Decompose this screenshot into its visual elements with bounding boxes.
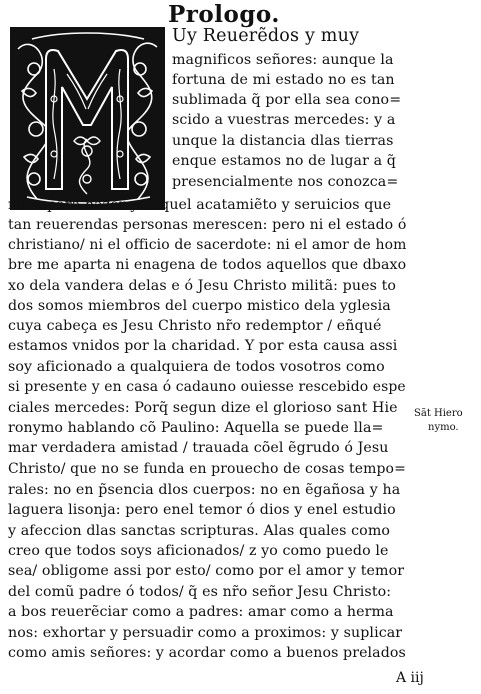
text-line: fortuna de mi estado no es tan	[172, 72, 395, 88]
signature-mark: A iij	[396, 670, 424, 686]
text-line: sea/ obligome assi por esto/ como por el amor y temor	[8, 563, 405, 579]
text-line: Uy Reuerẽdos y muy	[172, 26, 360, 46]
text-line: magnificos señores: aunque la	[172, 52, 394, 68]
text-line: rales: no en p̃sencia dlos cuerpos: no en ẽgañosa y ha	[8, 482, 401, 498]
text-line: sublimada q̃ por ella sea cono=	[172, 92, 402, 108]
text-line: mar verdadera amistad / trauada cõel ẽgrudo ó Jesu	[8, 440, 389, 456]
text-line: como amis señores: y acordar como a buenos prelados	[8, 645, 406, 661]
text-line: mos: para hazer yo aquel acatamiẽto y seruicios que	[8, 197, 392, 213]
text-line: laguera lisonja: pero enel temor ó dios y enel estudio	[8, 502, 396, 518]
text-line: ronymo hablando cõ Paulino: Aquella se puede lla=	[8, 420, 384, 436]
text-line: tan reuerendas personas merescen: pero ni el estado ó	[8, 217, 407, 233]
text-line: christiano/ ni el officio de sacerdote: ni el amor de hom	[8, 237, 407, 253]
text-line: y afeccion dlas sanctas scripturas. Alas quales como	[8, 523, 391, 539]
text-line: Christo/ que no se funda en prouecho de cosas tempo=	[8, 461, 406, 477]
margin-note-line: nymo.	[428, 422, 459, 433]
text-line: creo que todos soys aficionados/ z yo como puedo le	[8, 543, 389, 559]
margin-note-line: Sãt Hiero	[414, 408, 463, 419]
text-line: nos: exhortar y persuadir como a proximos: y suplicar	[8, 625, 403, 641]
text-line: dos somos miembros del cuerpo mistico dela yglesia	[8, 298, 391, 314]
text-line: xo dela vandera delas e ó Jesu Christo militã: pues to	[8, 278, 397, 294]
page-title: Prologo.	[168, 1, 280, 28]
text-line: a bos reuerẽciar como a padres: amar como a herma	[8, 604, 394, 620]
text-line: scido a vuestras mercedes: y a	[172, 112, 396, 128]
text-line: presencialmente nos conozca=	[172, 174, 399, 190]
text-line: unque la distancia dlas tierras	[172, 133, 394, 149]
text-line: cuya cabeça es Jesu Christo nr̃o redemptor / eñqué	[8, 318, 382, 334]
decorated-initial-letter	[10, 27, 165, 210]
ornamental-letter-m-icon	[12, 29, 163, 208]
text-line: enque estamos no de lugar a q̃	[172, 153, 396, 169]
text-line: bre me aparta ni enagena de todos aquellos que dbaxo	[8, 257, 407, 273]
text-line: si presente y en casa ó cadauno ouiesse rescebido espe	[8, 379, 406, 395]
text-line: soy aficionado a qualquiera de todos vosotros como	[8, 359, 385, 375]
text-line: ciales mercedes: Porq̃ segun dize el glorioso sant Hie	[8, 400, 398, 416]
text-line: del comũ padre ó todos/ q̃ es nr̃o señor Jesu Christo:	[8, 584, 392, 600]
text-line: estamos vnidos por la charidad. Y por esta causa assi	[8, 338, 398, 354]
